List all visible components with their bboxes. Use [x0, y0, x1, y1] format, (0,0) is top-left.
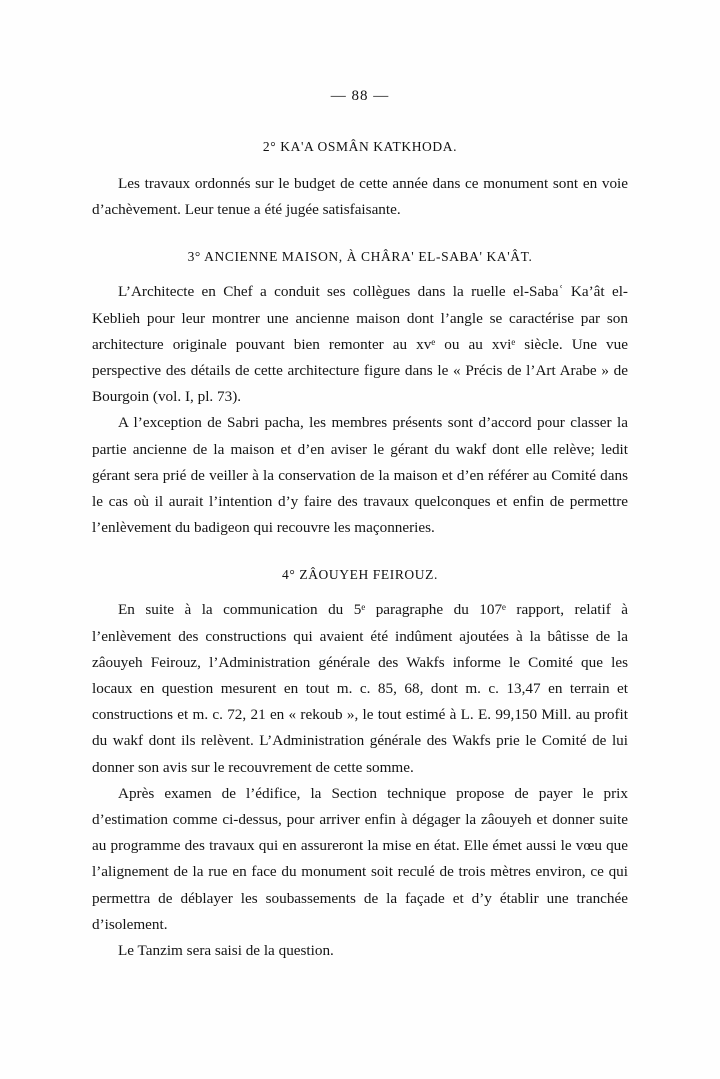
paragraph: Après examen de l’édifice, la Section technique propose de payer le prix d’estimation comme ci-dessus, pour arriver enfin à dégager la zâouyeh et donner suite au programme des travaux qui en assureront la mise en état. Elle émet aussi le vœu que l’alignement de la rue en face du monument soit reculé de trois mètres environ, ce qui permettra de déblayer les soubassements de la façade et d’y établir une tranchée d’isolement. — [92, 784, 628, 933]
section-zaouyeh-feirouz — [92, 567, 628, 964]
section-heading: 3° ANCIENNE MAISON, À CHÂRA' EL-SABA' KA'ÂT. — [187, 249, 533, 265]
page-folio-number: — 88 — — [330, 88, 390, 104]
section-ka-a-osman-katkhoda — [92, 139, 628, 223]
paragraph: Les travaux ordonnés sur le budget de cette année dans ce monument sont en voie d’achèvement. Leur tenue a été jugée satisfaisante. — [92, 175, 628, 219]
paragraph: A l’exception de Sabri pacha, les membres présents sont d’accord pour classer la partie ancienne de la maison et d’en aviser le gérant du wakf dont elle relève; ledit gérant sera prié de veiller à la conservation de la maison et d’en référer au Comité dans le cas où il aurait l’intention d’y faire des travaux quelconques et enfin de permettre l’enlèvement du badigeon qui recouvre les maçonneries. — [92, 414, 628, 537]
paragraph: En suite à la communication du 5ᵉ paragraphe du 107ᵉ rapport, relatif à l’enlèvement des constructions qui avaient été indûment ajoutées à la bâtisse de la zâouyeh Feirouz, l’Administration générale des Wakfs informe le Comité que les locaux en question mesurent en tout m. c. 85, 68, dont m. c. 13,47 en terrain et constructions et m. c. 72, 21 en « rekoub », le tout estimé à L. E. 99,150 Mill. au profit du wakf dont ils relèvent. L’Administration générale des Wakfs prie le Comité de lui donner son avis sur le recouvrement de cette somme. — [92, 601, 628, 776]
section-ancienne-maison — [92, 249, 628, 541]
paragraph: Le Tanzim sera saisi de la question. — [118, 942, 334, 960]
paragraph: L’Architecte en Chef a conduit ses collègues dans la ruelle el-Sabaʿ Ka’ât el-Keblieh pour leur montrer une ancienne maison dont l’angle se caractérise par son architecture originale pouvant bien remonter au xvᵉ ou au xviᵉ siècle. Une vue perspective des détails de cette architecture figure dans le « Précis de l’Art Arabe » de Bourgoin (vol. I, pl. 73). — [92, 283, 628, 406]
section-heading: 2° KA'A OSMÂN KATKHODA. — [262, 139, 458, 154]
section-heading: 4° ZÂOUYEH FEIROUZ. — [282, 567, 438, 583]
